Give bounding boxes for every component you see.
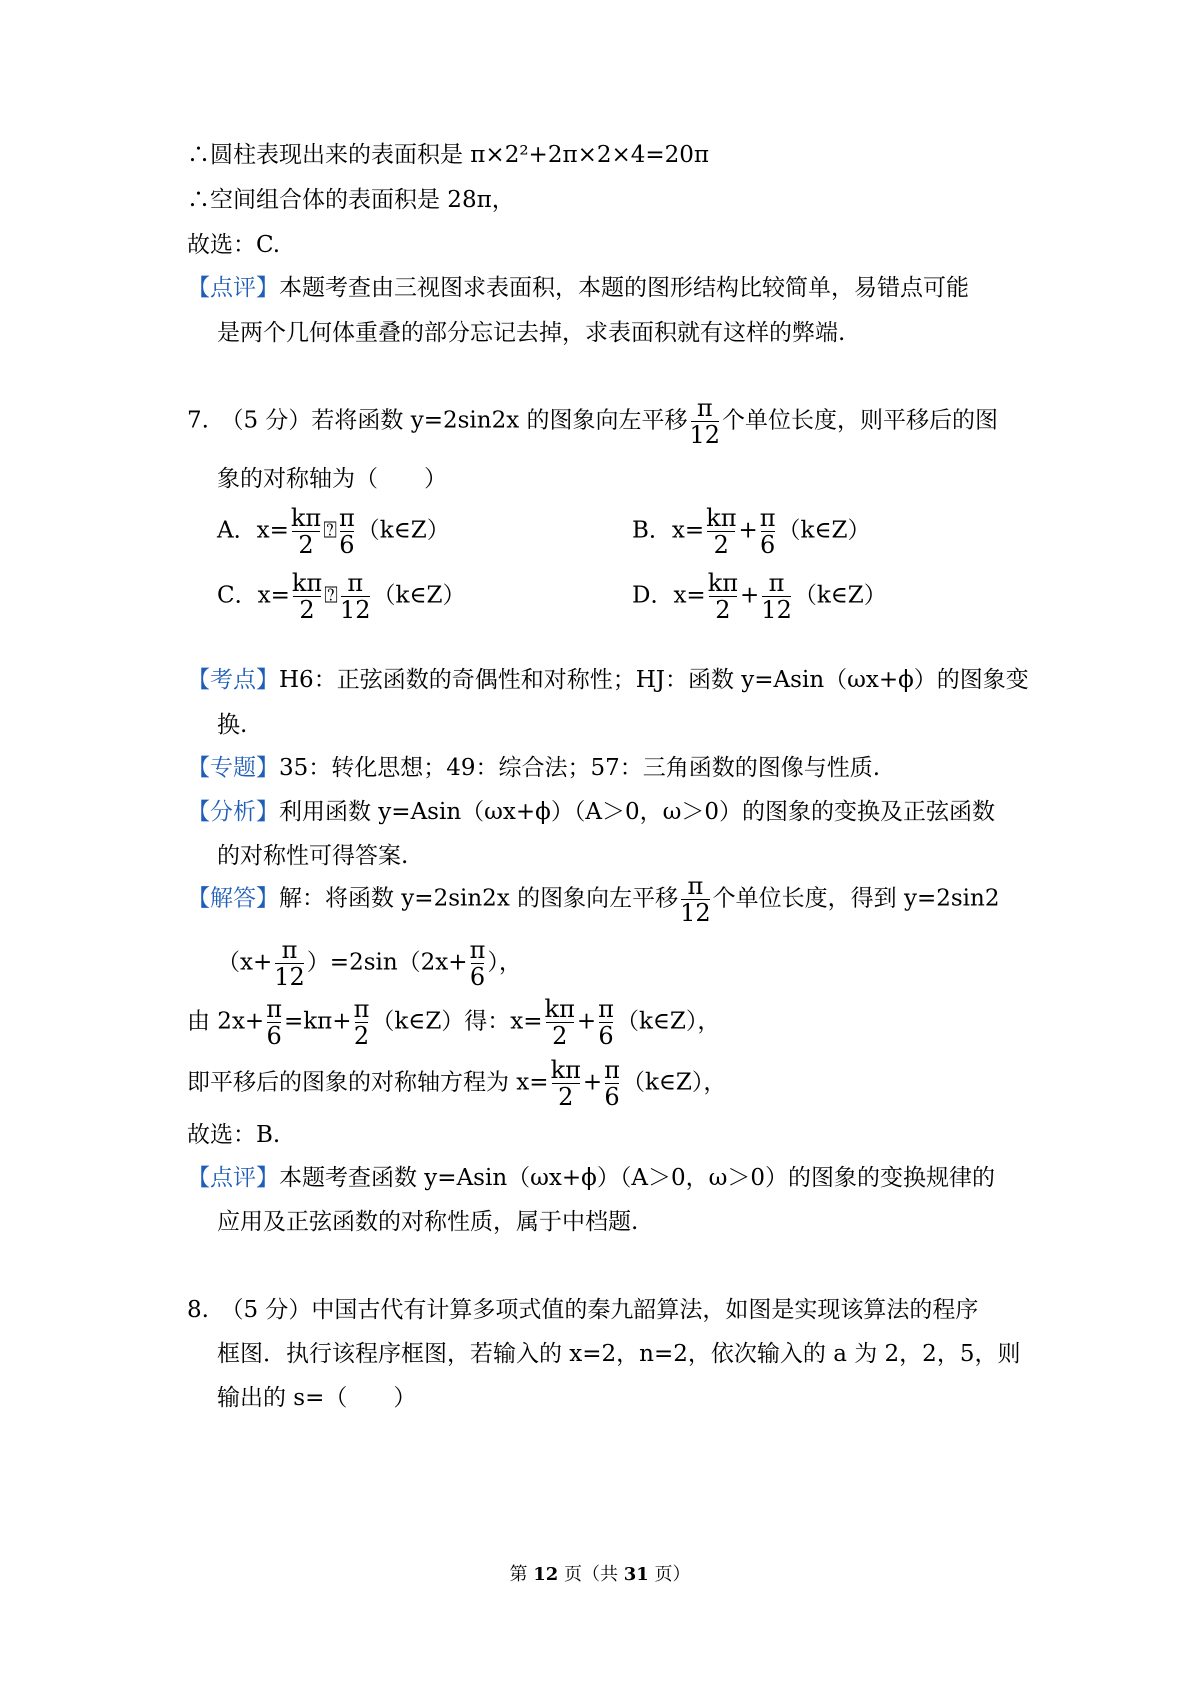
total-pages: 31: [623, 1564, 649, 1585]
fraction-pi-over-6: [598, 996, 614, 1049]
numerator: π: [339, 504, 355, 532]
fraction-pi-over-6: [339, 505, 355, 558]
denominator: 6: [266, 1022, 282, 1050]
numerator: π: [598, 995, 614, 1023]
fenxi-line: [187, 797, 995, 827]
zhuanti-line: [187, 753, 880, 783]
jieda-line-1: [187, 873, 999, 926]
text-line: 框图．执行该程序框图，若输入的 x=2，n=2，依次输入的 a 为 2，2，5，则: [217, 1341, 1021, 1367]
option-suffix: （k∈Z）: [777, 517, 871, 544]
footer-text: 页（共: [558, 1564, 624, 1585]
math-text: =kπ+: [283, 1008, 352, 1035]
denominator: 12: [680, 899, 711, 927]
numerator: π: [469, 936, 486, 964]
denominator: 6: [469, 963, 486, 991]
comment-tag: 【点评】: [187, 1165, 279, 1191]
fraction-pi-over-12: [680, 873, 711, 926]
jieda-line-4: [187, 1057, 726, 1110]
numerator: kπ: [290, 504, 322, 532]
math-text: +: [576, 1008, 597, 1035]
fraction-pi-over-6: [604, 1057, 620, 1110]
numerator: π: [696, 394, 713, 422]
numerator: π: [759, 504, 776, 532]
denominator: 12: [761, 596, 792, 624]
numerator: π: [604, 1056, 620, 1084]
denominator: 2: [715, 596, 731, 624]
numerator: π: [266, 995, 282, 1023]
option-c: [217, 570, 465, 623]
jieda-line-2: [217, 937, 522, 990]
denominator: 2: [558, 1083, 574, 1111]
denominator: 2: [298, 531, 314, 559]
numerator: kπ: [706, 504, 737, 532]
kaodian-line: [187, 665, 1029, 695]
fraction-kpi-over-2: [292, 570, 322, 623]
numerator: π: [281, 936, 298, 964]
fraction-kpi-over-2: [706, 505, 736, 558]
jieda-text: 个单位长度，得到 y=2sin2: [712, 885, 1000, 912]
math-text: （k∈Z），: [621, 1069, 727, 1096]
option-suffix: （k∈Z）: [372, 582, 466, 609]
operator: ⍰: [323, 517, 337, 544]
fraction-pi-over-12: [761, 570, 792, 623]
text-line: 是两个几何体重叠的部分忘记去掉，求表面积就有这样的弊端.: [217, 320, 846, 346]
fenxi-tag: 【分析】: [187, 799, 279, 825]
text-line: ∴空间组合体的表面积是 28π，: [187, 187, 515, 213]
numerator: kπ: [550, 1056, 581, 1084]
text-line: 故选：C.: [187, 232, 281, 258]
fenxi-text: 利用函数 y=Asin（ωx+ϕ）（A＞0，ω＞0）的图象的变换及正弦函数: [279, 799, 995, 825]
option-label: B．x=: [632, 517, 705, 544]
denominator: 6: [760, 531, 776, 559]
jieda-line-3: [187, 996, 720, 1049]
numerator: π: [353, 995, 370, 1023]
denominator: 12: [274, 963, 305, 991]
fraction-pi-over-12: [274, 937, 305, 990]
text-line: ∴圆柱表现出来的表面积是 π×2²+2π×2×4=20π: [187, 142, 710, 168]
math-text: ），: [487, 949, 522, 976]
question-7-line: [187, 395, 998, 448]
footer-text: 页）: [648, 1564, 691, 1585]
footer-text: 第: [509, 1564, 534, 1585]
math-text: （k∈Z），: [615, 1008, 721, 1035]
fraction-kpi-over-2: [551, 1057, 581, 1110]
denominator: 2: [353, 1022, 370, 1050]
fraction-kpi-over-2: [708, 570, 738, 623]
option-label: D．x=: [632, 582, 706, 609]
denominator: 2: [299, 596, 315, 624]
zhuanti-text: 35：转化思想；49：综合法；57：三角函数的图像与性质.: [279, 755, 881, 781]
numerator: π: [687, 872, 704, 900]
denominator: 6: [339, 531, 355, 559]
text-line: 应用及正弦函数的对称性质，属于中档题.: [217, 1209, 639, 1235]
comment-text: 本题考查函数 y=Asin（ωx+ϕ）（A＞0，ω＞0）的图象的变换规律的: [279, 1165, 995, 1191]
option-b: [632, 505, 871, 558]
page-number: 12: [533, 1564, 559, 1585]
jieda-text: 解：将函数 y=2sin2x 的图象向左平移: [279, 885, 679, 912]
comment-text: 本题考查由三视图求表面积，本题的图形结构比较简单，易错点可能: [279, 275, 969, 301]
math-text: ）=2sin（2x+: [306, 949, 468, 976]
math-text: 即平移后的图象的对称轴方程为 x=: [187, 1069, 549, 1096]
text-line: 的对称性可得答案.: [217, 843, 409, 869]
option-label: C．x=: [217, 582, 290, 609]
option-suffix: （k∈Z）: [356, 517, 450, 544]
zhuanti-tag: 【专题】: [187, 755, 279, 781]
text-line: 输出的 s=（ ）: [217, 1385, 417, 1411]
fraction-pi-over-12: [690, 395, 721, 448]
numerator: π: [768, 569, 785, 597]
page-footer: [0, 1560, 1200, 1586]
denominator: 12: [339, 596, 371, 624]
question-text: 个单位长度，则平移后的图: [722, 407, 999, 434]
question-8-line: 8. （5 分）中国古代有计算多项式值的秦九韶算法，如图是实现该算法的程序: [187, 1297, 979, 1323]
fraction-pi-over-6: [470, 937, 486, 990]
numerator: kπ: [707, 569, 739, 597]
option-d: [632, 570, 887, 623]
numerator: kπ: [291, 569, 323, 597]
jieda-tag: 【解答】: [187, 885, 279, 912]
math-text: 由 2x+: [187, 1008, 265, 1035]
math-text: （k∈Z）得：x=: [371, 1008, 543, 1035]
text-line: 故选：B.: [187, 1122, 281, 1148]
question-text: 7. （5 分）若将函数 y=2sin2x 的图象向左平移: [187, 407, 688, 434]
math-text: +: [582, 1069, 603, 1096]
fraction-pi-over-12: [340, 570, 371, 623]
fraction-pi-over-6: [760, 505, 776, 558]
comment-line: [187, 273, 969, 303]
numerator: π: [347, 569, 364, 597]
math-text: （x+: [217, 949, 273, 976]
option-label: A．x=: [217, 517, 289, 544]
operator: ⍰: [324, 582, 338, 609]
option-suffix: （k∈Z）: [793, 582, 887, 609]
fraction-pi-over-6: [266, 996, 282, 1049]
fraction-pi-over-2: [354, 996, 370, 1049]
numerator: kπ: [544, 995, 575, 1023]
comment-line: [187, 1163, 995, 1193]
denominator: 6: [604, 1083, 620, 1111]
denominator: 6: [598, 1022, 614, 1050]
kaodian-text: H6：正弦函数的奇偶性和对称性；HJ：函数 y=Asin（ωx+ϕ）的图象变: [279, 667, 1029, 693]
denominator: 2: [552, 1022, 568, 1050]
text-line: 换.: [217, 712, 248, 738]
fraction-kpi-over-2: [545, 996, 575, 1049]
kaodian-tag: 【考点】: [187, 667, 279, 693]
operator: +: [738, 517, 758, 544]
comment-tag: 【点评】: [187, 275, 279, 301]
fraction-kpi-over-2: [291, 505, 321, 558]
denominator: 12: [689, 421, 721, 449]
option-a: [217, 505, 450, 558]
operator: +: [740, 582, 760, 609]
denominator: 2: [713, 531, 729, 559]
text-line: 象的对称轴为（ ）: [217, 466, 447, 492]
